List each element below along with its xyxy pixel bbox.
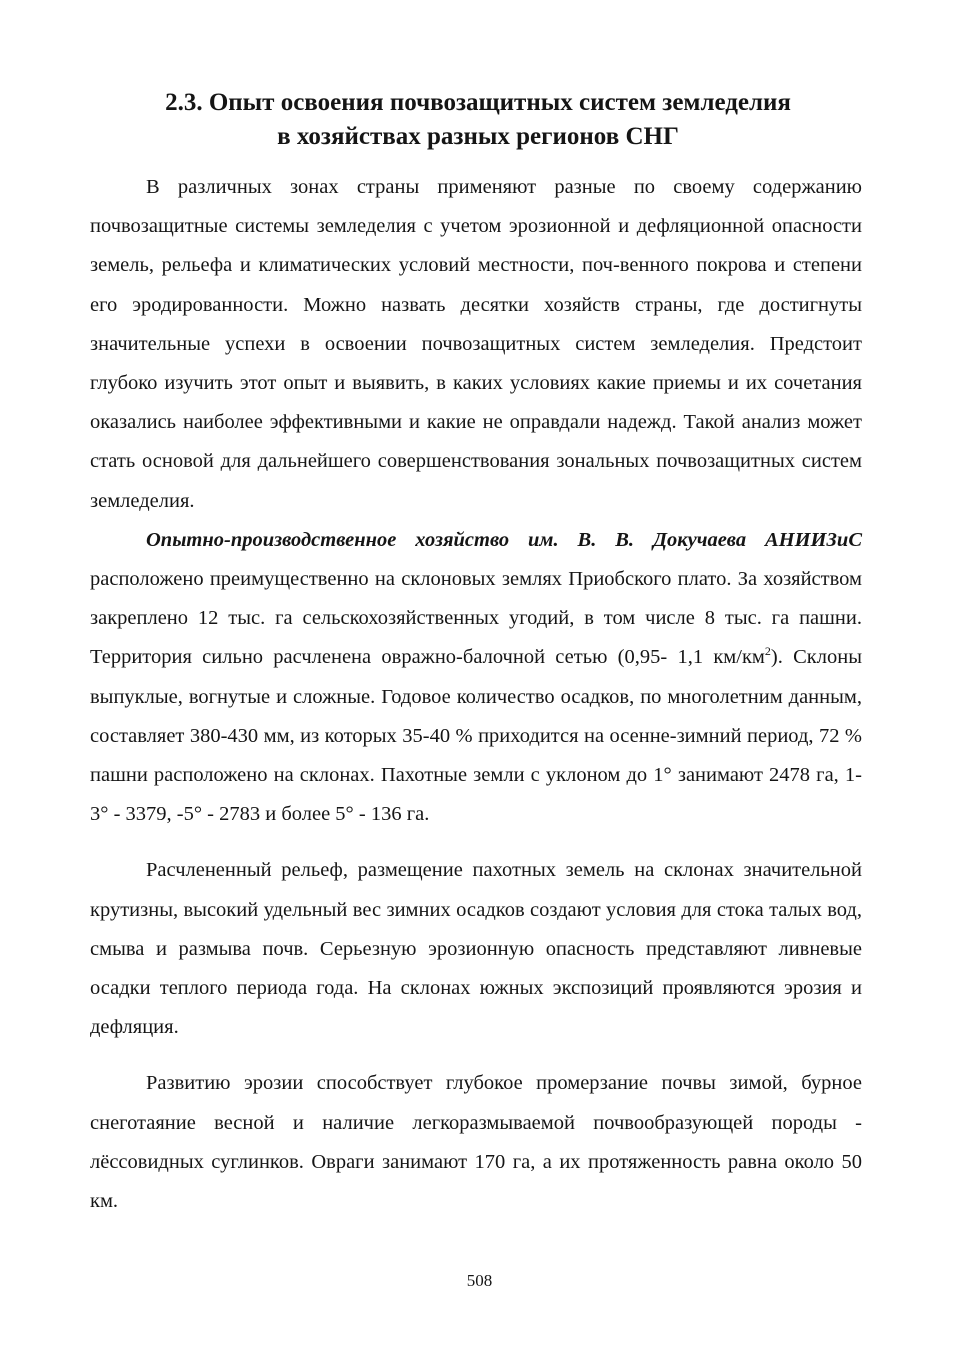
heading-line-1: 2.3. Опыт освоения почвозащитных систем земледелия	[165, 89, 791, 116]
heading-line-2: в хозяйствах разных регионов СНГ	[277, 123, 679, 150]
farm-name-lead: Опытно-производственное хозяйство им. В. В. Докучаева АНИИЗиС	[146, 528, 862, 551]
paragraph-relief: Расчлененный рельеф, размещение пахотных земель на склонах значительной крутизны, высокий удельный вес зимних осадков создают условия для стока талых вод, смыва и размыва почв. Серьезную эрозионную опасность представляют ливневые осадки теплого периода года. На склонах южных экспозиций проявляются эрозия и дефляция.	[90, 859, 862, 1039]
paragraph-intro: В различных зонах страны применяют разные по своему содержанию почвозащитные системы земледелия с учетом эрозионной и дефляционной опасности земель, рельефа и климатических условий местности, поч-венного покрова и степени его эродированности. Можно назвать десятки хозяйств страны, где достигнуты значительные успехи в освоении почвозащитных систем земледелия. Предстоит глубоко изучить этот опыт и выявить, в каких условиях какие приемы и их сочетания оказались наиболее эффективными и какие не оправдали надежд. Такой анализ может стать основой для дальнейшего совершенствования зональных почвозащитных систем земледелия.	[90, 176, 862, 512]
page-number: 508	[466, 1271, 493, 1290]
superscript-2: 2	[764, 644, 771, 659]
paragraph-dokuchaev-text-b: ). Склоны выпуклые, вогнутые и сложные. Годовое количество осадков, по многолетним данным, составляет 380-430 мм, из которых 35-40 % приходится на осенне-зимний период, 72 % пашни расположено на склонах. Пахотные земли с уклоном до 1° занимают 2478 га, 1-3° - 3379, -5° - 2783 и более 5° - 136 га.	[90, 646, 862, 826]
paragraph-erosion: Развитию эрозии способствует глубокое промерзание почвы зимой, бурное снеготаяние весной и наличие легкоразмываемой почвообразующей породы - лёссовидных суглинков. Овраги занимают 170 га, а их протяженность равна около 50 км.	[90, 1072, 862, 1213]
paragraph-dokuchaev-text-a: расположено преимущественно на склоновых землях Приобского плато. За хозяйством закреплено 12 тыс. га сельскохозяйственных угодий, в том числе 8 тыс. га пашни. Территория сильно расчленена овражно-балочной сетью (0,95- 1,1 км/км	[90, 568, 862, 669]
section-heading	[88, 86, 868, 154]
paragraph-dokuchaev-farm	[90, 521, 862, 835]
document-body	[90, 168, 862, 1221]
